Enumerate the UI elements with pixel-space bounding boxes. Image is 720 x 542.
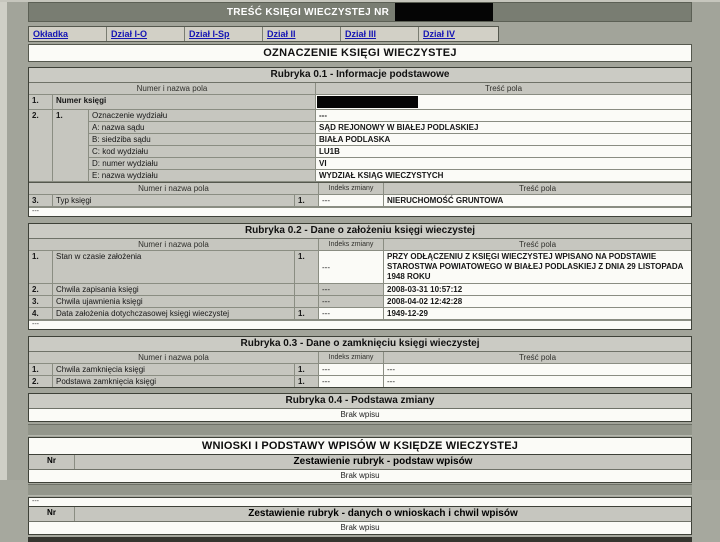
index-value: --- xyxy=(319,195,384,206)
table-row xyxy=(89,122,691,134)
section-divider xyxy=(28,484,692,496)
column-header-row xyxy=(29,352,691,364)
field-value xyxy=(316,95,691,109)
table-row xyxy=(29,376,691,387)
section-tabs xyxy=(28,26,499,42)
table-row xyxy=(29,95,691,110)
field-label: Chwila zamknięcia księgi xyxy=(53,364,295,375)
row-subnumber: 1. xyxy=(295,195,319,206)
empty-entry-label: Brak wpisu xyxy=(28,470,692,483)
row-number: 2. xyxy=(29,376,53,387)
table-footer-dots: --- xyxy=(28,497,692,506)
field-value: 2008-03-31 10:57:12 xyxy=(384,284,691,295)
nr-column-header: Nr xyxy=(29,507,75,521)
tab-dzial-2[interactable]: Dział II xyxy=(263,27,341,41)
field-value: --- xyxy=(384,364,691,375)
table-row xyxy=(89,170,691,181)
row-number: 1. xyxy=(29,251,53,283)
field-label: Data założenia dotychczasowej księgi wieczystej xyxy=(53,308,295,319)
col-header-index: Indeks zmiany xyxy=(319,352,384,363)
row-number: 2. xyxy=(29,110,53,181)
col-header-name: Numer i nazwa pola xyxy=(29,183,319,194)
col-header-content: Treść pola xyxy=(384,239,691,250)
subtable-header-row xyxy=(28,454,692,470)
subtable-title: Zestawienie rubryk - danych o wnioskach i chwil wpisów xyxy=(248,508,518,519)
field-value: SĄD REJONOWY W BIAŁEJ PODLASKIEJ xyxy=(316,122,691,133)
index-value: --- xyxy=(319,364,384,375)
section-banner: OZNACZENIE KSIĘGI WIECZYSTEJ xyxy=(28,44,692,62)
row-subnumber: 1. xyxy=(295,308,319,319)
rubryka-0-2-table xyxy=(28,223,692,330)
col-header-content: Treść pola xyxy=(316,83,691,94)
rubryka-0-1-table xyxy=(28,67,692,217)
table-row xyxy=(29,251,691,284)
index-value: --- xyxy=(319,296,384,307)
field-label: Numer księgi xyxy=(53,95,316,109)
redacted-book-number xyxy=(317,96,418,108)
row-subnumber xyxy=(295,284,319,295)
row-number: 1. xyxy=(29,364,53,375)
redacted-register-number xyxy=(395,3,493,21)
col-header-content: Treść pola xyxy=(384,183,691,194)
table-footer-dots: --- xyxy=(29,320,691,329)
table-row xyxy=(89,110,691,122)
index-value: --- xyxy=(319,284,384,295)
field-value: NIERUCHOMOŚĆ GRUNTOWA xyxy=(384,195,691,206)
field-value: BIAŁA PODLASKA xyxy=(316,134,691,145)
col-header-name: Numer i nazwa pola xyxy=(29,352,319,363)
tab-dzial-1o[interactable]: Dział I-O xyxy=(107,27,185,41)
col-header-name: Numer i nazwa pola xyxy=(29,83,316,94)
column-header-row xyxy=(29,182,691,195)
field-label: C: kod wydziału xyxy=(89,146,316,157)
empty-entry-label: Brak wpisu xyxy=(28,522,692,535)
table-footer-dots: --- xyxy=(29,207,691,216)
row-number: 1. xyxy=(29,95,53,109)
field-value: WYDZIAŁ KSIĄG WIECZYSTYCH xyxy=(316,170,691,181)
field-value: 2008-04-02 12:42:28 xyxy=(384,296,691,307)
col-header-name: Numer i nazwa pola xyxy=(29,239,319,250)
table-row xyxy=(29,364,691,376)
tab-dzial-3[interactable]: Dział III xyxy=(341,27,419,41)
col-header-index: Indeks zmiany xyxy=(319,183,384,194)
row-number: 3. xyxy=(29,195,53,206)
field-label: Chwila ujawnienia księgi xyxy=(53,296,295,307)
field-label: E: nazwa wydziału xyxy=(89,170,316,181)
field-label: B: siedziba sądu xyxy=(89,134,316,145)
rubryka-0-3-table xyxy=(28,336,692,388)
rubryka-0-4-table xyxy=(28,393,692,422)
row-number: 2. xyxy=(29,284,53,295)
subtable-header-row xyxy=(28,506,692,522)
field-group xyxy=(89,110,691,181)
column-header-row xyxy=(29,83,691,95)
window-bottom-edge xyxy=(28,537,692,542)
nr-column-header: Nr xyxy=(29,455,75,469)
table-row xyxy=(89,158,691,170)
field-label: Typ księgi xyxy=(53,195,295,206)
window-left-edge xyxy=(0,0,7,480)
wnioski-section xyxy=(28,437,692,483)
field-value: --- xyxy=(384,376,691,387)
row-number: 4. xyxy=(29,308,53,319)
table-row xyxy=(29,308,691,320)
col-header-content: Treść pola xyxy=(384,352,691,363)
table-row xyxy=(29,110,691,182)
column-header-row xyxy=(29,239,691,251)
rubryka-0-2-title: Rubryka 0.2 - Dane o założeniu księgi wieczystej xyxy=(29,224,691,239)
tab-okladka[interactable]: Okładka xyxy=(29,27,107,41)
wnioski-title: WNIOSKI I PODSTAWY WPISÓW W KSIĘDZE WIECZYSTEJ xyxy=(28,437,692,454)
title-bar xyxy=(28,2,692,22)
field-label: A: nazwa sądu xyxy=(89,122,316,133)
field-value: 1949-12-29 xyxy=(384,308,691,319)
table-row xyxy=(89,146,691,158)
subtable-title: Zestawienie rubryk - podstaw wpisów xyxy=(293,456,473,467)
table-row xyxy=(29,296,691,308)
table-row xyxy=(29,284,691,296)
field-label: Podstawa zamknięcia księgi xyxy=(53,376,295,387)
row-subnumber: 1. xyxy=(295,376,319,387)
rubryka-0-4-title: Rubryka 0.4 - Podstawa zmiany xyxy=(29,394,691,409)
field-value: LU1B xyxy=(316,146,691,157)
index-value: --- xyxy=(319,376,384,387)
page-title: TREŚĆ KSIĘGI WIECZYSTEJ NR xyxy=(226,6,390,18)
index-value: --- xyxy=(319,308,384,319)
field-label: D: numer wydziału xyxy=(89,158,316,169)
row-number: 3. xyxy=(29,296,53,307)
empty-entry-label: Brak wpisu xyxy=(29,409,691,421)
field-label: Oznaczenie wydziału xyxy=(89,110,316,121)
table-row xyxy=(89,134,691,146)
rubryka-0-3-title: Rubryka 0.3 - Dane o zamknięciu księgi wieczystej xyxy=(29,337,691,352)
row-subnumber: 1. xyxy=(295,251,319,283)
table-row xyxy=(29,195,691,207)
row-subnumber xyxy=(295,296,319,307)
section-divider xyxy=(28,424,692,436)
field-label: Stan w czasie założenia xyxy=(53,251,295,283)
tab-dzial-4[interactable]: Dział IV xyxy=(419,27,497,41)
row-subnumber: 1. xyxy=(53,110,89,181)
field-value: --- xyxy=(316,110,691,121)
rubryka-0-1-title: Rubryka 0.1 - Informacje podstawowe xyxy=(29,68,691,83)
zestawienie-section xyxy=(28,497,692,535)
field-value: PRZY ODŁĄCZENIU Z KSIĘGI WIECZYSTEJ WPISANO NA PODSTAWIE STAROSTWA POWIATOWEGO W BIAŁEJ PODLASKIEJ Z DNIA 29 LISTOPADA 1948 ROKU xyxy=(384,251,691,283)
tab-dzial-1sp[interactable]: Dział I-Sp xyxy=(185,27,263,41)
row-subnumber: 1. xyxy=(295,364,319,375)
document-content xyxy=(28,2,692,542)
field-value: VI xyxy=(316,158,691,169)
field-label: Chwila zapisania księgi xyxy=(53,284,295,295)
col-header-index: Indeks zmiany xyxy=(319,239,384,250)
index-value: --- xyxy=(319,251,384,283)
